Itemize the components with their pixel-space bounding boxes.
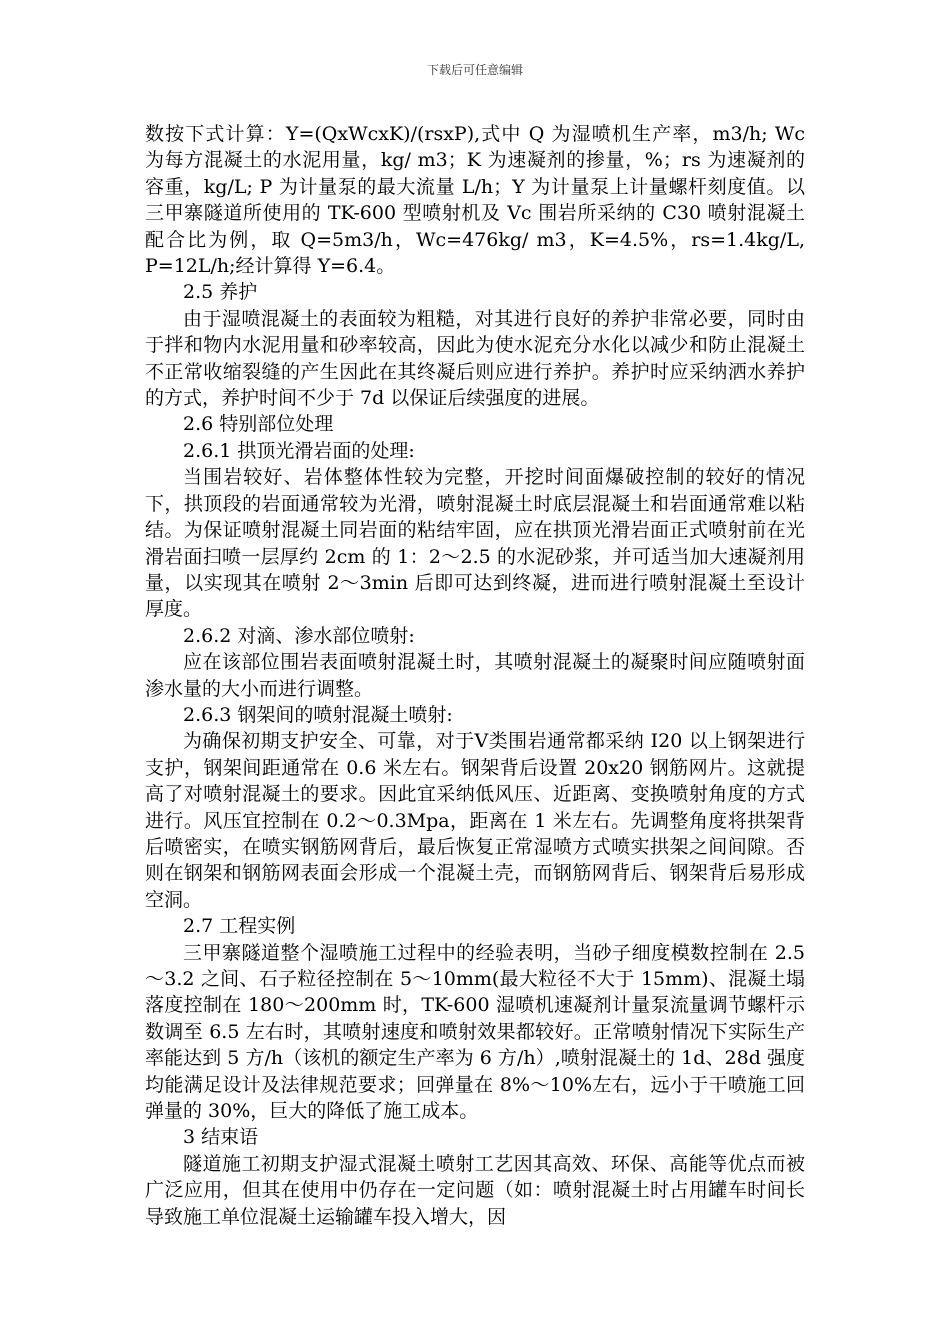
paragraph-curing: 由于湿喷混凝土的表面较为粗糙，对其进行良好的养护非常必要，同时由于拌和物内水泥用量和砂率较高，因此为使水泥充分水化以减少和防止混凝土不正常收缩裂缝的产生因此在其终凝后则应进行养护。养护时应采纳洒水养护的方式，养护时间不少于 7d 以保证后续强度的进展。 [145,307,805,410]
heading-2-6: 2.6 特别部位处理 [183,413,334,436]
heading-2-6-1: 2.6.1 拱顶光滑岩面的处理: [183,439,415,462]
paragraph-formula: 数按下式计算：Y=(QxWcxK)/(rsxP),式中 Q 为湿喷机生产率，m3/h; Wc 为每方混凝土的水泥用量，kg/ m3；K 为速凝剂的掺量，%；rs 为速凝剂的容重，kg/L; P 为计量泵的最大流量 L/h；Y 为计量泵上计量螺杆刻度值。以三甲寨隧道所使用的 TK-600 型喷射机及 Vc 围岩所采纳的 C30 喷射混凝土配合比为例，取 Q=5m3/h，Wc=476kg/ m3，K=4.5%，rs=1.4kg/L, P=12L/h;经计算得 Y=6.4。 [145,123,805,278]
heading-2-6-3: 2.6.3 钢架间的喷射混凝土喷射: [183,703,453,726]
paragraph-seepage: 应在该部位围岩表面喷射混凝土时，其喷射混凝土的凝聚时间应随喷射面渗水量的大小而进行调整。 [145,651,805,700]
page-header-note: 下载后可任意编辑 [426,63,523,77]
heading-3: 3 结束语 [183,1126,259,1149]
document-body [145,121,805,1230]
heading-2-5: 2.5 养护 [183,281,258,304]
paragraph-steel-frame: 为确保初期支护安全、可靠，对于Ⅴ类围岩通常都采纳 I20 以上钢架进行支护，钢架间距通常在 0.6 米左右。钢架背后设置 20x20 钢筋网片。这就提高了对喷射混凝土的要求。因此宜采纳低风压、近距离、变换喷射角度的方式进行。风压宜控制在 0.2～0.3Mpa，距离在 1 米左右。先调整角度将拱架背后喷密实，在喷实钢筋网背后，最后恢复正常湿喷方式喷实拱架之间间隙。否则在钢架和钢筋网表面会形成一个混凝土壳，而钢筋网背后、钢架背后易形成空洞。 [145,730,805,911]
heading-2-6-2: 2.6.2 对滴、渗水部位喷射: [183,624,415,647]
paragraph-smooth-rock: 当围岩较好、岩体整体性较为完整，开挖时间面爆破控制的较好的情况下，拱顶段的岩面通常较为光滑，喷射混凝土时底层混凝土和岩面通常难以粘结。为保证喷射混凝土同岩面的粘结牢固，应在拱顶光滑岩面正式喷射前在光滑岩面扫喷一层厚约 2cm 的 1：2～2.5 的水泥砂浆，并可适当加大速凝剂用量，以实现其在喷射 2～3min 后即可达到终凝，进而进行喷射混凝土至设计厚度。 [145,466,805,621]
heading-2-7: 2.7 工程实例 [183,915,296,938]
paragraph-conclusion: 隧道施工初期支护湿式混凝土喷射工艺因其高效、环保、高能等优点而被广泛应用，但其在使用中仍存在一定问题（如：喷射混凝土时占用罐车时间长导致施工单位混凝土运输罐车投入增大，因 [145,1152,805,1228]
paragraph-case-study: 三甲寨隧道整个湿喷施工过程中的经验表明，当砂子细度模数控制在 2.5～3.2 之间、石子粒径控制在 5～10mm(最大粒径不大于 15mm)、混凝土塌落度控制在 180～200mm 时，TK-600 湿喷机速凝剂计量泵流量调节螺杆示数调至 6.5 左右时，其喷射速度和喷射效果都较好。正常喷射情况下实际生产率能达到 5 方/h（该机的额定生产率为 6 方/h）,喷射混凝土的 1d、28d 强度均能满足设计及法律规范要求；回弹量在 8%～10%左右，远小于干喷施工回弹量的 30%，巨大的降低了施工成本。 [145,941,805,1123]
